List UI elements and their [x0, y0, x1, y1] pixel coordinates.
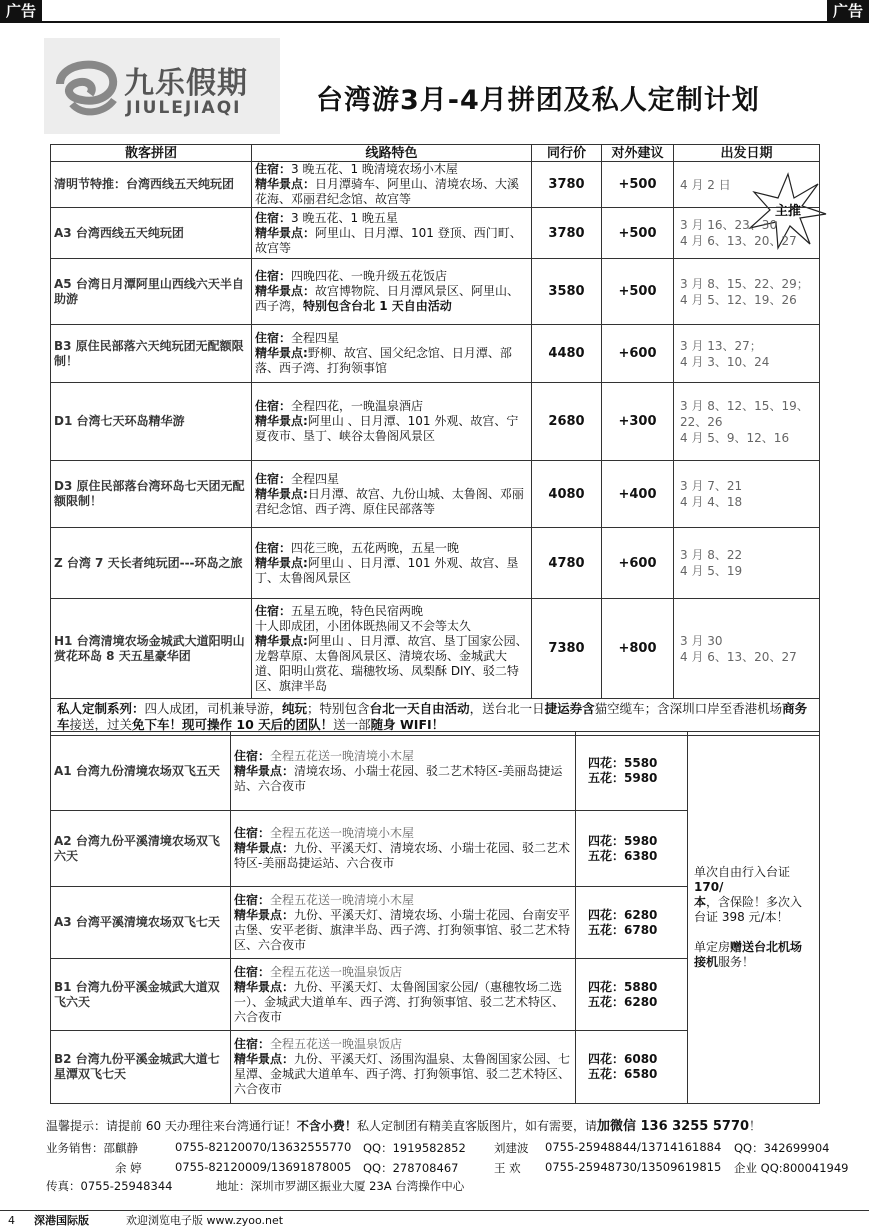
custom-tour-name: A2 台湾九份平溪清境农场双飞六天	[51, 811, 231, 887]
custom-tour-features: 住宿：全程五花送一晚清境小木屋 精华景点：九份、平溪天灯、清境农场、小瑞士花园、台南安平古堡、安平老街、旗津半岛、西子湾、打狗领事馆、驳二艺术特区、六合夜市	[231, 887, 576, 959]
peer-price: 2680	[532, 383, 602, 461]
sales-line-1: 业务销售：邵麒静	[46, 1141, 138, 1155]
custom-tour-name: A1 台湾九份清境农场双飞五天	[51, 732, 231, 811]
custom-tour-name: B1 台湾九份平溪金城武大道双飞六天	[51, 959, 231, 1031]
sales-qq: QQ：342699904	[734, 1141, 830, 1155]
custom-tour-price: 四花：5580 五花：5980	[576, 732, 688, 811]
departure-dates: 3 月 13、27； 4 月 3、10、24	[674, 325, 820, 383]
star-badge-text: 主推	[774, 204, 802, 219]
tour-name: B3 原住民部落六天纯玩团无配额限制！	[51, 325, 252, 383]
table-row	[51, 208, 820, 259]
suggested-markup: +500	[602, 259, 674, 325]
logo-cn-text: 九乐假期	[124, 66, 248, 101]
logo	[44, 38, 280, 134]
departure-dates: 3 月 7、21 4 月 4、18	[674, 461, 820, 528]
sales-qq: 企业 QQ:800041949	[734, 1161, 849, 1175]
peer-price: 4780	[532, 528, 602, 599]
suggested-markup: +800	[602, 599, 674, 699]
tip-line: 温馨提示：请提前 60 天办理往来台湾通行证！不含小费！私人定制团有精美直客版图片，如有需要，请加微信 136 3255 5770！	[46, 1119, 762, 1134]
departure-dates: 4 月 2 日	[674, 162, 820, 208]
tour-name: D1 台湾七天环岛精华游	[51, 383, 252, 461]
departure-dates: 3 月 8、15、22、29； 4 月 5、12、19、26	[674, 259, 820, 325]
header-cell: 线路特色	[252, 145, 532, 162]
departure-dates: 3 月 30 4 月 6、13、20、27	[674, 599, 820, 699]
sales-phone: 0755-82120009/13691878005	[175, 1160, 352, 1174]
edition-label: 深港国际版	[34, 1214, 89, 1227]
private-custom-row	[51, 699, 820, 736]
website-link[interactable]: 欢迎浏览电子版 www.zyoo.net	[126, 1214, 284, 1227]
header-cell: 散客拼团	[51, 145, 252, 162]
page-number: 4	[8, 1214, 15, 1227]
peer-price: 4480	[532, 325, 602, 383]
page-title: 台湾游3月-4月拼团及私人定制计划	[316, 85, 760, 116]
sales-qq: QQ：1919582852	[363, 1141, 466, 1155]
sales-phone: 0755-25948730/13509619815	[545, 1160, 722, 1174]
custom-tour-price: 四花：5980 五花：6380	[576, 811, 688, 887]
tour-name: Z 台湾 7 天长者纯玩团---环岛之旅	[51, 528, 252, 599]
tour-features: 住宿：四晚四花、一晚升级五花饭店 精华景点：故宫博物院、日月潭风景区、阿里山、西子湾，特别包含台北 1 天自由活动	[252, 259, 532, 325]
sales-phone: 0755-82120070/13632555770	[175, 1140, 352, 1154]
tour-name: 清明节特推：台湾西线五天纯玩团	[51, 162, 252, 208]
peer-price: 3780	[532, 162, 602, 208]
private-custom-text: 私人定制系列：四人成团，司机兼导游，纯玩；特别包含台北一天自由活动，送台北一日捷运券含猫空缆车；含深圳口岸至香港机场商务车接送，过关免下车！现可操作 10 天后的团队！送一部随身 WIFI！	[51, 699, 820, 736]
suggested-markup: +400	[602, 461, 674, 528]
tour-features: 住宿：3 晚五花、1 晚五星 精华景点：阿里山、日月潭、101 登顶、西门町、故宫等	[252, 208, 532, 259]
sales-person: 王 欢	[494, 1161, 521, 1175]
logo-en-text: JIULEJIAQI	[126, 98, 242, 118]
custom-tour-name: A3 台湾平溪清境农场双飞七天	[51, 887, 231, 959]
table-row	[51, 732, 820, 811]
tour-features: 住宿：全程四花，一晚温泉酒店 精华景点:阿里山 、日月潭、101 外观、故宫、宁夏夜市、垦丁、峡谷太鲁阁风景区	[252, 383, 532, 461]
tour-features: 住宿：五星五晚，特色民宿两晚 十人即成团，小团体既热闹又不会等太久 精华景点:阿里山 、日月潭、故宫、垦丁国家公园、龙磐草原、太鲁阁风景区、清境农场、金城武大道、阳明山赏花、瑞穗牧场、凤梨酥 DIY、驳二特区、旗津半岛	[252, 599, 532, 699]
departure-dates: 3 月 16、23、30 4 月 6、13、20、27	[674, 208, 820, 259]
header-cell: 同行价	[532, 145, 602, 162]
table-row	[51, 528, 820, 599]
suggested-markup: +300	[602, 383, 674, 461]
group-tour-table	[50, 144, 820, 736]
tour-features: 住宿：四花三晚，五花两晚，五星一晚 精华景点:阿里山 、日月潭、101 外观、故宫、垦丁、太鲁阁风景区	[252, 528, 532, 599]
sales-qq: QQ：278708467	[363, 1161, 459, 1175]
table-row	[51, 599, 820, 699]
custom-tour-price: 四花：6280 五花：6780	[576, 887, 688, 959]
top-divider	[0, 21, 869, 23]
custom-tour-features: 住宿：全程五花送一晚温泉饭店 精华景点：九份、平溪天灯、太鲁阁国家公园/（惠穗牧场二选一）、金城武大道单车、西子湾、打狗领事馆、驳二艺术特区、六合夜市	[231, 959, 576, 1031]
sales-person: 刘建波	[494, 1141, 529, 1155]
peer-price: 3580	[532, 259, 602, 325]
table-row	[51, 383, 820, 461]
ad-label-left: 广告	[0, 0, 42, 22]
ad-label-right: 广告	[827, 0, 869, 22]
peer-price: 4080	[532, 461, 602, 528]
suggested-markup: +500	[602, 208, 674, 259]
side-note: 单次自由行入台证170/ 本，含保险！多次入台证 398 元/本！ 单定房赠送台北机场接机服务！	[688, 732, 820, 1104]
tour-name: A3 台湾西线五天纯玩团	[51, 208, 252, 259]
suggested-markup: +600	[602, 325, 674, 383]
custom-tour-features: 住宿：全程五花送一晚温泉饭店 精华景点：九份、平溪天灯、汤围沟温泉、太鲁阁国家公园、七星潭、金城武大道单车、西子湾、打狗领事馆、驳二艺术特区、六合夜市	[231, 1031, 576, 1104]
custom-tour-price: 四花：5880 五花：6280	[576, 959, 688, 1031]
logo-mark-icon	[52, 54, 122, 120]
suggested-markup: +600	[602, 528, 674, 599]
custom-tour-features: 住宿：全程五花送一晚清境小木屋 精华景点：九份、平溪天灯、清境农场、小瑞士花园、驳二艺术特区-美丽岛捷运站、六合夜市	[231, 811, 576, 887]
sales-person: 余 婷	[115, 1161, 142, 1175]
tour-features: 住宿：全程四星 精华景点:野柳、故宫、国父纪念馆、日月潭、部落、西子湾、打狗领事馆	[252, 325, 532, 383]
peer-price: 3780	[532, 208, 602, 259]
bottom-bar	[0, 1212, 869, 1230]
peer-price: 7380	[532, 599, 602, 699]
table-header-row	[51, 145, 820, 162]
sales-phone: 0755-25948844/13714161884	[545, 1140, 722, 1154]
table-row	[51, 325, 820, 383]
tour-name: H1 台湾清境农场金城武大道阳明山赏花环岛 8 天五星豪华团	[51, 599, 252, 699]
departure-dates: 3 月 8、22 4 月 5、19	[674, 528, 820, 599]
bottom-divider	[0, 1210, 869, 1211]
address-line: 地址：深圳市罗湖区振业大厦 23A 台湾操作中心	[216, 1179, 465, 1193]
fax-line: 传真：0755-25948344	[46, 1179, 173, 1193]
suggested-markup: +500	[602, 162, 674, 208]
header-cell: 对外建议	[602, 145, 674, 162]
tour-features: 住宿：全程四星 精华景点:日月潭、故宫、九份山城、太鲁阁、邓丽君纪念馆、西子湾、原住民部落等	[252, 461, 532, 528]
custom-tour-name: B2 台湾九份平溪金城武大道七星潭双飞七天	[51, 1031, 231, 1104]
custom-tour-features: 住宿：全程五花送一晚清境小木屋 精华景点：清境农场、小瑞士花园、驳二艺术特区-美丽岛捷运站、六合夜市	[231, 732, 576, 811]
private-custom-table	[50, 731, 820, 1104]
tour-name: A5 台湾日月潭阿里山西线六天半自助游	[51, 259, 252, 325]
header-cell: 出发日期	[674, 145, 820, 162]
table-row	[51, 259, 820, 325]
tour-name: D3 原住民部落台湾环岛七天团无配额限制！	[51, 461, 252, 528]
custom-tour-price: 四花：6080 五花：6580	[576, 1031, 688, 1104]
table-row	[51, 162, 820, 208]
table-row	[51, 461, 820, 528]
tour-features: 住宿：3 晚五花、1 晚清境农场小木屋 精华景点：日月潭骑车、阿里山、清境农场、大溪花海、邓丽君纪念馆、故宫等	[252, 162, 532, 208]
departure-dates: 3 月 8、12、15、19、 22、26 4 月 5、9、12、16	[674, 383, 820, 461]
